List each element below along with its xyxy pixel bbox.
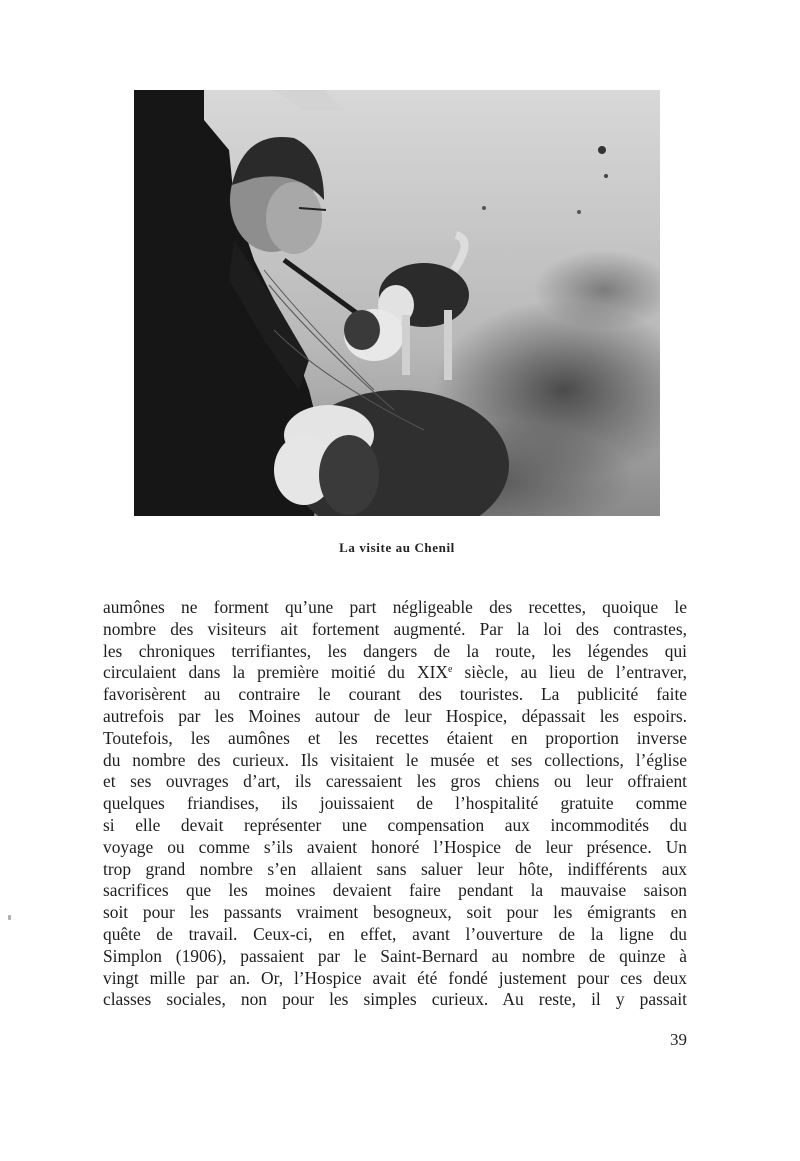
text-line: voyage ou comme s’ils avaient honoré l’Hospice de leur présence. Un: [103, 836, 687, 857]
text-line: quête de travail. Ceux-ci, en effet, avant l’ouverture de la ligne du: [103, 923, 687, 944]
text-line: soit pour les passants vraiment besogneux, soit pour les émigrants en: [103, 902, 687, 923]
text-fragment: siècle, au lieu de l’entraver,: [452, 662, 687, 683]
photograph-monk-with-dogs: [134, 90, 660, 516]
text-line: autrefois par les Moines autour de leur Hospice, dépassait les espoirs.: [103, 705, 687, 726]
text-line: trop grand nombre s’en allaient sans saluer leur hôte, indifférents aux: [103, 858, 687, 879]
text-line: les chroniques terrifiantes, les dangers de la route, les légendes qui: [103, 640, 687, 661]
page-number: 39: [670, 1030, 687, 1049]
text-line: si elle devait représenter une compensation aux incommodités du: [103, 814, 687, 835]
text-line: [103, 662, 687, 684]
text-line: Simplon (1906), passaient par le Saint-Bernard au nombre de quinze à: [103, 945, 687, 966]
text-fragment: circulaient dans la première moitié du XIX: [103, 662, 448, 683]
figure-caption: La visite au Chenil: [339, 540, 455, 555]
text-line: et ses ouvrages d’art, ils caressaient les gros chiens ou leur offraient: [103, 771, 687, 792]
text-line: vingt mille par an. Or, l’Hospice avait été fondé justement pour ces deux: [103, 967, 687, 988]
superscript: e: [447, 664, 453, 676]
text-line: classes sociales, non pour les simples curieux. Au reste, il y passait: [103, 989, 687, 1010]
text-line: aumônes ne forment qu’une part négligeable des recettes, quoique le: [103, 597, 687, 617]
text-line: nombre des visiteurs ait fortement augmenté. Par la loi des contrastes,: [103, 618, 687, 639]
body-paragraph: [103, 597, 687, 1011]
photograph-illustration: [134, 90, 660, 516]
text-line: favorisèrent au contraire le courant des touristes. La publicité faite: [103, 684, 687, 705]
text-line: quelques friandises, ils jouissaient de l’hospitalité gratuite comme: [103, 793, 687, 814]
text-line: Toutefois, les aumônes et les recettes étaient en proportion inverse: [103, 727, 687, 748]
scan-speck: [8, 915, 11, 920]
text-line: sacrifices que les moines devaient faire pendant la mauvaise saison: [103, 880, 687, 901]
text-line: du nombre des curieux. Ils visitaient le musée et ses collections, l’église: [103, 749, 687, 770]
